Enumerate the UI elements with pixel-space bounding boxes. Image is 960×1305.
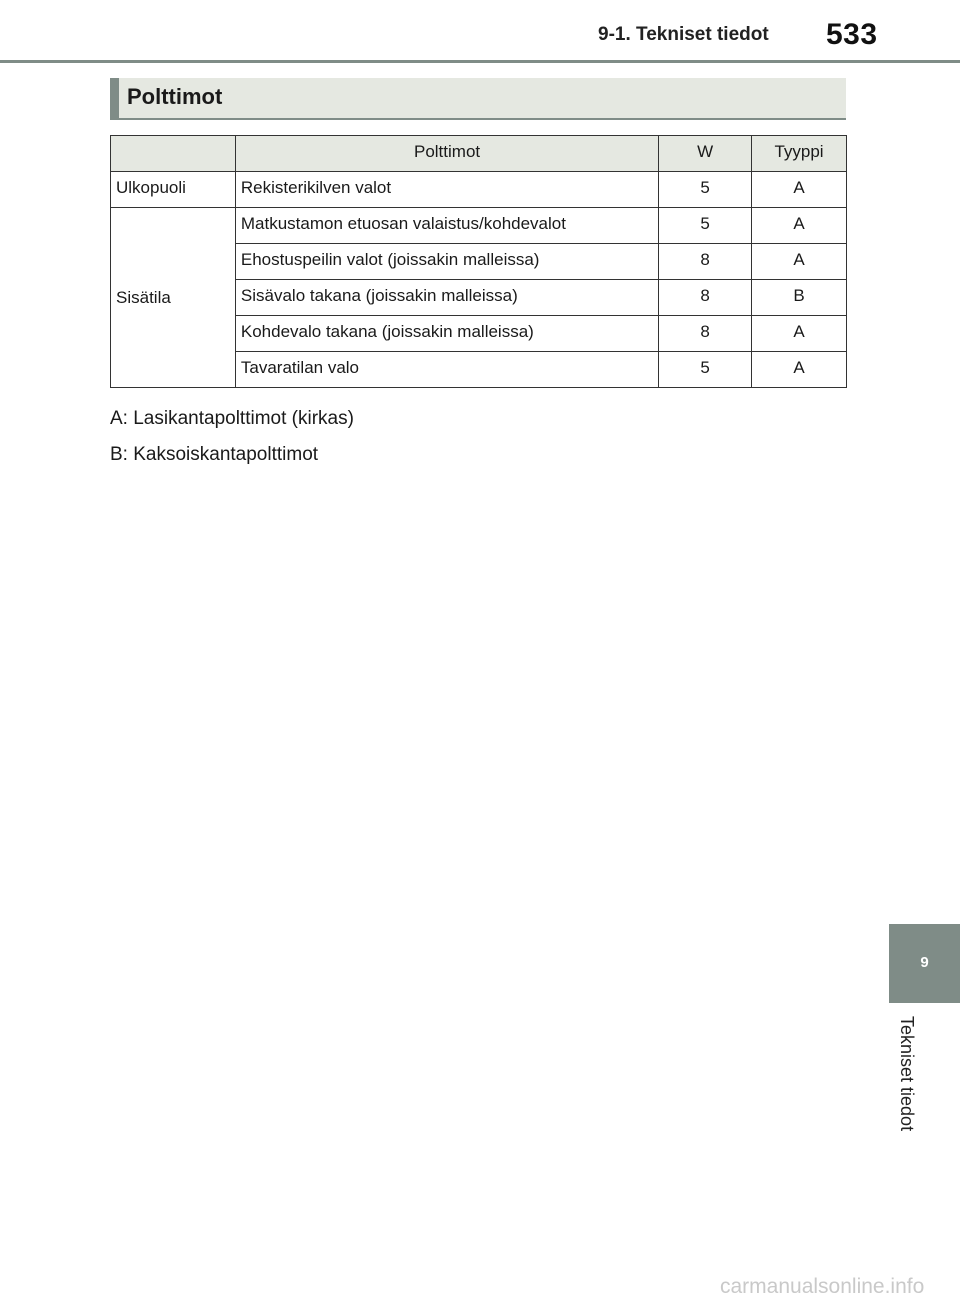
watt-cell: 5 — [659, 352, 752, 388]
section-title-bar — [110, 78, 846, 120]
group-cell: Sisätila — [111, 208, 236, 388]
header-cell-type: Tyyppi — [752, 136, 847, 172]
watt-cell: 5 — [659, 208, 752, 244]
bulb-name-cell: Kohdevalo takana (joissakin malleissa) — [235, 316, 658, 352]
type-cell: A — [752, 244, 847, 280]
type-cell: A — [752, 352, 847, 388]
chapter-label: Tekniset tiedot — [897, 1016, 917, 1132]
bulbs-table — [110, 135, 847, 388]
bulb-name-cell: Sisävalo takana (joissakin malleissa) — [235, 280, 658, 316]
bulb-name-cell: Tavaratilan valo — [235, 352, 658, 388]
section-title: Polttimot — [127, 84, 223, 109]
page-number: 533 — [826, 18, 878, 51]
table-header-row — [111, 136, 847, 172]
bulb-name-cell: Rekisterikilven valot — [235, 172, 658, 208]
table-notes — [110, 407, 354, 479]
type-cell: A — [752, 208, 847, 244]
note-a: A: Lasikantapolttimot (kirkas) — [110, 408, 354, 429]
watt-cell: 8 — [659, 316, 752, 352]
bulb-name-cell: Ehostuspeilin valot (joissakin malleissa) — [235, 244, 658, 280]
header-cell-bulb: Polttimot — [235, 136, 658, 172]
bulb-name-cell: Matkustamon etuosan valaistus/kohdevalot — [235, 208, 658, 244]
type-cell: B — [752, 280, 847, 316]
header-cell-watt: W — [659, 136, 752, 172]
type-cell: A — [752, 316, 847, 352]
watt-cell: 5 — [659, 172, 752, 208]
header-divider — [0, 60, 960, 63]
table-row — [111, 208, 847, 244]
header-section-title: 9-1. Tekniset tiedot — [598, 24, 769, 45]
watt-cell: 8 — [659, 280, 752, 316]
table-row — [111, 172, 847, 208]
watermark: carmanualsonline.info — [720, 1275, 925, 1298]
header-cell-group — [111, 136, 236, 172]
section-title-accent — [110, 78, 119, 118]
note-b: B: Kaksoiskantapolttimot — [110, 444, 319, 465]
watt-cell: 8 — [659, 244, 752, 280]
type-cell: A — [752, 172, 847, 208]
group-cell: Ulkopuoli — [111, 172, 236, 208]
chapter-tab — [889, 924, 960, 1003]
chapter-number: 9 — [920, 954, 929, 971]
